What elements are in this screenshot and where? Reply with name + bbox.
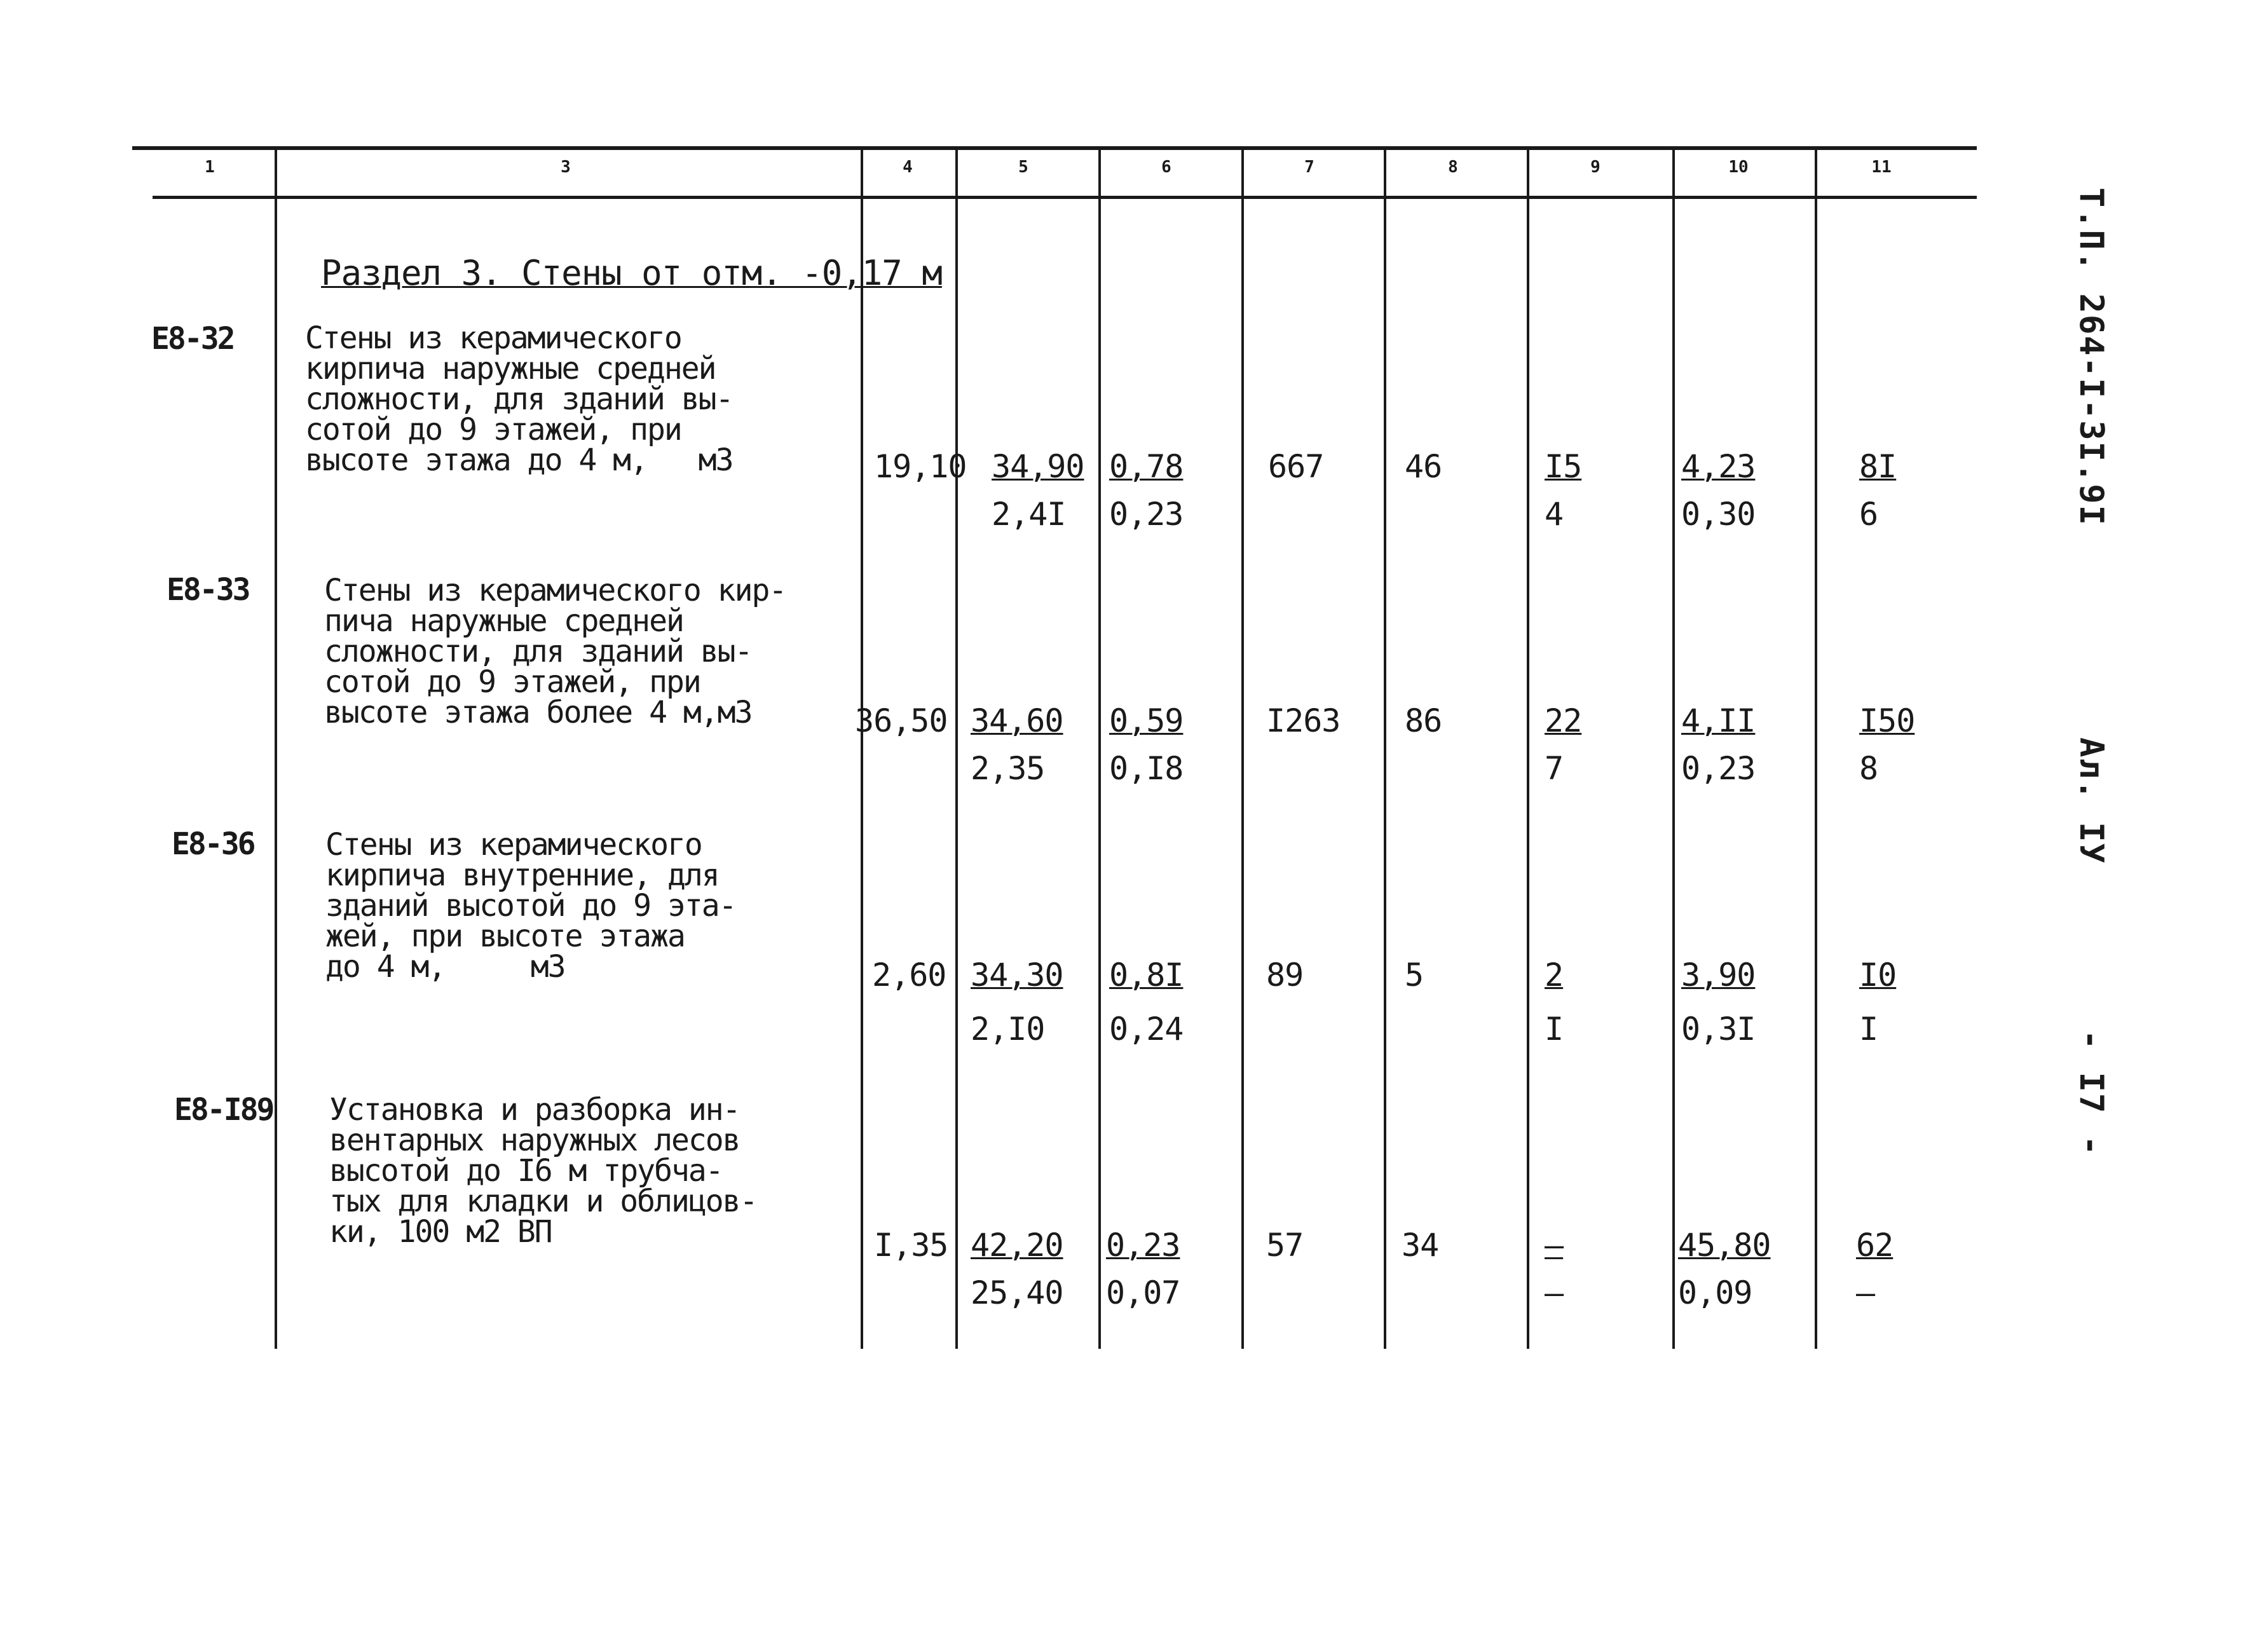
cell-c4: 36,50	[855, 702, 948, 739]
col-header-8: 8	[1448, 158, 1458, 177]
cell-c5-bot: 2,I0	[971, 1011, 1045, 1048]
cell-c8: 46	[1405, 448, 1442, 485]
cell-c11-top: 8I	[1859, 448, 1897, 485]
cell-c9-bot: 7	[1545, 750, 1564, 787]
header-bottom-rule	[153, 196, 1977, 199]
cell-c6-bot: 0,23	[1109, 496, 1184, 533]
side-doc-code: Т.П. 264-I-3I.9I	[2072, 188, 2110, 526]
cell-c10-top: 3,90	[1681, 957, 1756, 993]
cell-c5-bot: 2,4I	[992, 496, 1066, 533]
cell-c7: 57	[1266, 1227, 1304, 1264]
row-description: Установка и разборка ин- вентарных наружных лесов высотой до I6 м трубча- тых для кладки и облицов- ки, 100 м2 ВП	[329, 1092, 757, 1250]
cell-c5-bot: 2,35	[971, 750, 1045, 787]
col-line-3	[861, 150, 863, 1349]
cell-c9-bot: 4	[1545, 496, 1564, 533]
cell-c7: 667	[1268, 448, 1324, 485]
col-header-11: 11	[1871, 158, 1892, 177]
cell-c11-top: I50	[1859, 702, 1915, 739]
row-code: Е8-I89	[174, 1092, 273, 1128]
cell-c4: I,35	[874, 1227, 948, 1264]
table-top-rule	[132, 146, 1977, 150]
cell-c10-bot: 0,09	[1678, 1274, 1752, 1311]
cell-c7: 89	[1266, 957, 1304, 993]
cell-c6-top: 0,23	[1106, 1227, 1180, 1264]
cell-c8: 86	[1405, 702, 1442, 739]
cell-c10-bot: 0,3I	[1681, 1011, 1756, 1048]
col-line-8	[1527, 150, 1529, 1349]
cell-c10-bot: 0,30	[1681, 496, 1756, 533]
cell-c11-bot: –	[1856, 1274, 1875, 1311]
cell-c5-top: 34,60	[971, 702, 1063, 739]
col-line-5	[1098, 150, 1101, 1349]
col-header-10: 10	[1728, 158, 1749, 177]
cell-c5-top: 42,20	[971, 1227, 1063, 1264]
cell-c6-top: 0,59	[1109, 702, 1184, 739]
cell-c5-top: 34,90	[992, 448, 1084, 485]
cell-c7: I263	[1266, 702, 1341, 739]
side-album: Ал. IУ	[2072, 737, 2110, 864]
cell-c8: 5	[1405, 957, 1424, 993]
cell-c10-top: 45,80	[1678, 1227, 1771, 1264]
col-header-9: 9	[1590, 158, 1600, 177]
cell-c8: 34	[1402, 1227, 1439, 1264]
row-code: Е8-36	[172, 826, 254, 862]
cell-c11-bot: I	[1859, 1011, 1878, 1048]
cell-c9-bot: –	[1545, 1274, 1564, 1311]
cell-c6-top: 0,78	[1109, 448, 1184, 485]
col-line-6	[1241, 150, 1244, 1349]
col-header-5: 5	[1018, 158, 1028, 177]
cell-c9-top: 2	[1545, 957, 1564, 993]
row-code: Е8-33	[167, 572, 249, 608]
cell-c5-top: 34,30	[971, 957, 1063, 993]
col-line-4	[955, 150, 958, 1349]
col-header-1: 1	[205, 158, 215, 177]
cell-c5-bot: 25,40	[971, 1274, 1063, 1311]
col-header-4: 4	[903, 158, 913, 177]
cell-c10-top: 4,II	[1681, 702, 1756, 739]
col-line-10	[1815, 150, 1817, 1349]
cell-c9-top: –	[1545, 1227, 1564, 1264]
col-header-7: 7	[1304, 158, 1314, 177]
cell-c4: 2,60	[872, 957, 946, 993]
cell-c4: 19,10	[874, 448, 967, 485]
side-page-number: - I7 -	[2072, 1030, 2110, 1157]
row-code: Е8-32	[151, 321, 234, 357]
cell-c9-top: 22	[1545, 702, 1582, 739]
col-line-1	[275, 150, 277, 1349]
row-description: Стены из керамического кирпича внутренние, для зданий высотой до 9 эта- жей, при высоте этажа до 4 м, м3	[325, 827, 736, 985]
cell-c11-top: 62	[1856, 1227, 1894, 1264]
cell-c11-bot: 6	[1859, 496, 1878, 533]
cell-c6-bot: 0,24	[1109, 1011, 1184, 1048]
cell-c6-top: 0,8I	[1109, 957, 1184, 993]
col-header-3: 3	[561, 158, 571, 177]
cell-c9-bot: I	[1545, 1011, 1564, 1048]
cell-c6-bot: 0,07	[1106, 1274, 1180, 1311]
cell-c11-bot: 8	[1859, 750, 1878, 787]
cell-c9-top: I5	[1545, 448, 1582, 485]
cell-c10-bot: 0,23	[1681, 750, 1756, 787]
cell-c6-bot: 0,I8	[1109, 750, 1184, 787]
col-line-9	[1672, 150, 1675, 1349]
cell-c10-top: 4,23	[1681, 448, 1756, 485]
section-title: Раздел 3. Стены от отм. -0,17 м	[321, 253, 942, 293]
col-line-7	[1384, 150, 1386, 1349]
row-description: Стены из керамического кир- пича наружные средней сложности, для зданий вы- сотой до 9 этажей, при высоте этажа более 4 м,м3	[324, 573, 786, 730]
col-header-6: 6	[1161, 158, 1171, 177]
row-description: Стены из керамического кирпича наружные средней сложности, для зданий вы- сотой до 9 этажей, при высоте этажа до 4 м, м3	[305, 320, 733, 478]
cell-c11-top: I0	[1859, 957, 1897, 993]
